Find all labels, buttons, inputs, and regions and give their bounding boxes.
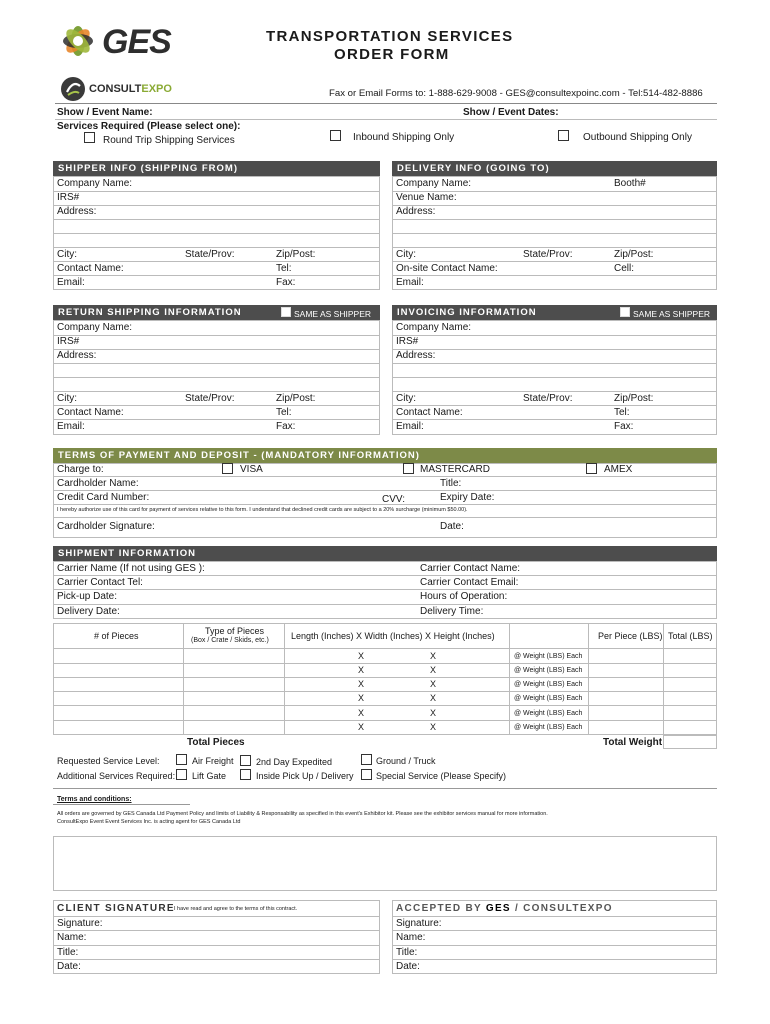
return-address-label: Address: <box>57 350 97 361</box>
col-total: Total (LBS) <box>668 631 713 641</box>
invoicing-same-label: SAME AS SHIPPER <box>633 309 710 319</box>
visa-checkbox[interactable] <box>222 463 233 474</box>
return-contact-label: Contact Name: <box>57 407 124 418</box>
shipper-company-label: Company Name: <box>57 178 133 189</box>
inbound-label: Inbound Shipping Only <box>353 132 455 143</box>
total-weight-label: Total Weight <box>603 737 663 748</box>
weight-each-label: @ Weight (LBS) Each <box>514 681 583 688</box>
special-service-label: Special Service (Please Specify) <box>376 771 507 781</box>
invoicing-state-label: State/Prov: <box>523 393 573 404</box>
invoicing-fax-label: Fax: <box>614 421 634 432</box>
invoicing-email-label: Email: <box>396 421 424 432</box>
shipper-email-label: Email: <box>57 277 85 288</box>
col-type: Type of Pieces <box>205 626 265 636</box>
accepted-date-label: Date: <box>396 961 420 972</box>
weight-each-label: @ Weight (LBS) Each <box>514 724 583 731</box>
requested-service-label: Requested Service Level: <box>57 756 160 766</box>
accepted-header-ges: GES <box>485 903 511 914</box>
ground-label: Ground / Truck <box>376 756 436 766</box>
charge-to-label: Charge to: <box>57 464 104 475</box>
shipper-header: SHIPPER INFO (SHIPPING FROM) <box>53 161 380 176</box>
total-pieces-label: Total Pieces <box>187 737 245 748</box>
invoicing-zip-label: Zip/Post: <box>614 393 654 404</box>
return-city-label: City: <box>57 393 77 404</box>
cardholder-signature-label: Cardholder Signature: <box>57 521 155 532</box>
return-email-label: Email: <box>57 421 85 432</box>
delivery-onsite-label: On-site Contact Name: <box>396 263 498 274</box>
ges-wordmark: GES <box>102 23 171 61</box>
invoicing-address-label: Address: <box>396 350 436 361</box>
accepted-header-pre: ACCEPTED BY <box>396 903 486 914</box>
payment-date-label: Date: <box>440 521 464 532</box>
return-irs-label: IRS# <box>57 336 80 347</box>
expiry-label: Expiry Date: <box>440 492 495 503</box>
additional-services-label: Additional Services Required: <box>57 771 176 781</box>
expo-text: EXPO <box>141 83 172 95</box>
terms-text-2: ConsultExpo Event Event Services Inc. is acting agent for GES Canada Ltd <box>57 819 241 825</box>
second-day-checkbox[interactable] <box>240 755 251 766</box>
show-dates-label: Show / Event Dates: <box>463 107 559 118</box>
delivery-city-label: City: <box>396 249 416 260</box>
consultexpo-logo <box>60 76 180 102</box>
delivery-time-label: Delivery Time: <box>420 606 484 617</box>
lift-gate-label: Lift Gate <box>192 771 227 781</box>
accepted-signature-label: Signature: <box>396 918 442 929</box>
dimension-x-separator: X <box>358 693 365 703</box>
visa-label: VISA <box>240 464 263 475</box>
outbound-checkbox[interactable] <box>558 130 569 141</box>
pickup-date-label: Pick-up Date: <box>57 591 118 602</box>
col-type-sub: (Box / Crate / Skids, etc.) <box>191 637 269 644</box>
consultexpo-swirl-icon <box>60 76 86 102</box>
shipper-zip-label: Zip/Post: <box>276 249 316 260</box>
outbound-label: Outbound Shipping Only <box>583 132 692 143</box>
client-name-label: Name: <box>57 932 87 943</box>
terms-title: Terms and conditions: <box>57 796 132 803</box>
client-signature-label: Signature: <box>57 918 103 929</box>
return-fax-label: Fax: <box>276 421 296 432</box>
shipper-state-label: State/Prov: <box>185 249 235 260</box>
hours-label: Hours of Operation: <box>420 591 508 602</box>
col-per-piece: Per Piece (LBS) <box>598 631 663 641</box>
weight-each-label: @ Weight (LBS) Each <box>514 695 583 702</box>
delivery-zip-label: Zip/Post: <box>614 249 654 260</box>
payment-title-label: Title: <box>440 478 462 489</box>
weight-each-label: @ Weight (LBS) Each <box>514 667 583 674</box>
carrier-name-label: Carrier Name (If not using GES ): <box>57 563 205 574</box>
show-name-label: Show / Event Name: <box>57 107 153 118</box>
delivery-booth-label: Booth# <box>614 178 646 189</box>
form-title-line2: ORDER FORM <box>334 46 450 63</box>
return-same-checkbox[interactable] <box>281 307 291 317</box>
payment-header: TERMS OF PAYMENT AND DEPOSIT - (MANDATORY INFORMATION) <box>53 448 717 463</box>
dimension-x-separator: X <box>430 722 437 732</box>
invoicing-same-checkbox[interactable] <box>620 307 630 317</box>
dimension-x-separator: X <box>430 708 437 718</box>
dimension-x-separator: X <box>430 665 437 675</box>
return-company-label: Company Name: <box>57 322 133 333</box>
accepted-title-label: Title: <box>396 947 418 958</box>
carrier-contact-name-label: Carrier Contact Name: <box>420 563 521 574</box>
shipment-header: SHIPMENT INFORMATION <box>53 546 717 561</box>
total-weight-box[interactable] <box>663 735 717 749</box>
shipper-address-label: Address: <box>57 206 97 217</box>
invoicing-city-label: City: <box>396 393 416 404</box>
dimension-x-separator: X <box>430 693 437 703</box>
delivery-venue-label: Venue Name: <box>396 192 457 203</box>
client-signature-header: CLIENT SIGNATURE <box>57 903 175 914</box>
inside-pickup-checkbox[interactable] <box>240 769 251 780</box>
invoicing-tel-label: Tel: <box>614 407 630 418</box>
shipper-fax-label: Fax: <box>276 277 296 288</box>
col-dims: Length (Inches) X Width (Inches) X Height (Inches) <box>291 631 495 641</box>
invoicing-contact-label: Contact Name: <box>396 407 463 418</box>
cvv-label: CVV: <box>382 494 405 505</box>
form-title-line1: TRANSPORTATION SERVICES <box>266 28 514 45</box>
shipper-tel-label: Tel: <box>276 263 292 274</box>
return-same-label: SAME AS SHIPPER <box>294 309 371 319</box>
dimension-x-separator: X <box>430 651 437 661</box>
invoicing-company-label: Company Name: <box>396 322 472 333</box>
delivery-state-label: State/Prov: <box>523 249 573 260</box>
amex-label: AMEX <box>604 464 633 475</box>
carrier-tel-label: Carrier Contact Tel: <box>57 577 143 588</box>
mastercard-checkbox[interactable] <box>403 463 414 474</box>
dimension-x-separator: X <box>358 722 365 732</box>
shipper-city-label: City: <box>57 249 77 260</box>
ges-flower-icon <box>55 18 101 64</box>
shipper-contact-label: Contact Name: <box>57 263 124 274</box>
client-title-label: Title: <box>57 947 79 958</box>
consult-text: CONSULT <box>89 83 142 95</box>
col-pieces: # of Pieces <box>94 631 139 641</box>
client-date-label: Date: <box>57 961 81 972</box>
cardholder-name-label: Cardholder Name: <box>57 478 139 489</box>
return-zip-label: Zip/Post: <box>276 393 316 404</box>
notes-box[interactable] <box>53 836 717 891</box>
delivery-cell-label: Cell: <box>614 263 635 274</box>
delivery-company-label: Company Name: <box>396 178 472 189</box>
second-day-label: 2nd Day Expedited <box>256 757 333 767</box>
accepted-header-post: / CONSULTEXPO <box>510 903 613 914</box>
dimension-x-separator: X <box>358 708 365 718</box>
delivery-address-label: Address: <box>396 206 436 217</box>
weight-each-label: @ Weight (LBS) Each <box>514 653 583 660</box>
carrier-email-label: Carrier Contact Email: <box>420 577 519 588</box>
services-required-label: Services Required (Please select one): <box>57 121 241 132</box>
dimension-x-separator: X <box>430 679 437 689</box>
mastercard-label: MASTERCARD <box>420 464 491 475</box>
invoicing-header-title: INVOICING INFORMATION <box>397 307 537 318</box>
round-trip-label: Round Trip Shipping Services <box>103 135 235 146</box>
card-number-label: Credit Card Number: <box>57 492 150 503</box>
inbound-checkbox[interactable] <box>330 130 341 141</box>
accepted-name-label: Name: <box>396 932 426 943</box>
dimension-x-separator: X <box>358 665 365 675</box>
amex-checkbox[interactable] <box>586 463 597 474</box>
return-tel-label: Tel: <box>276 407 292 418</box>
client-agree-note: I have read and agree to the terms of this contract. <box>174 906 298 912</box>
special-service-checkbox[interactable] <box>361 769 372 780</box>
dimension-x-separator: X <box>358 651 365 661</box>
delivery-header: DELIVERY INFO (GOING TO) <box>392 161 717 176</box>
contact-line: Fax or Email Forms to: 1-888-629-9008 - GES@consultexpoinc.com - Tel:514-482-8886 <box>329 88 703 99</box>
ges-logo <box>55 18 185 64</box>
return-header-title: RETURN SHIPPING INFORMATION <box>58 307 242 318</box>
inside-pickup-label: Inside Pick Up / Delivery <box>256 771 354 781</box>
terms-text-1: All orders are governed by GES Canada Ltd Payment Policy and limits of Liability & Responsability as specified in this event's Exhibitor kit. Please see the exhibitor services manual for more information. <box>57 811 548 817</box>
shipper-irs-label: IRS# <box>57 192 80 203</box>
ground-checkbox[interactable] <box>361 754 372 765</box>
dimension-x-separator: X <box>358 679 365 689</box>
round-trip-checkbox[interactable] <box>84 132 95 143</box>
invoicing-irs-label: IRS# <box>396 336 419 347</box>
weight-each-label: @ Weight (LBS) Each <box>514 710 583 717</box>
accepted-header <box>396 903 613 915</box>
air-freight-label: Air Freight <box>192 756 234 766</box>
return-state-label: State/Prov: <box>185 393 235 404</box>
authorize-text: I hereby authorize use of this card for payment of services relative to this form. I understand that declined credit cards are subject to a 20% surcharge (minimum $50.00). <box>57 507 468 513</box>
delivery-email-label: Email: <box>396 277 424 288</box>
delivery-date-label: Delivery Date: <box>57 606 120 617</box>
lift-gate-checkbox[interactable] <box>176 769 187 780</box>
air-freight-checkbox[interactable] <box>176 754 187 765</box>
